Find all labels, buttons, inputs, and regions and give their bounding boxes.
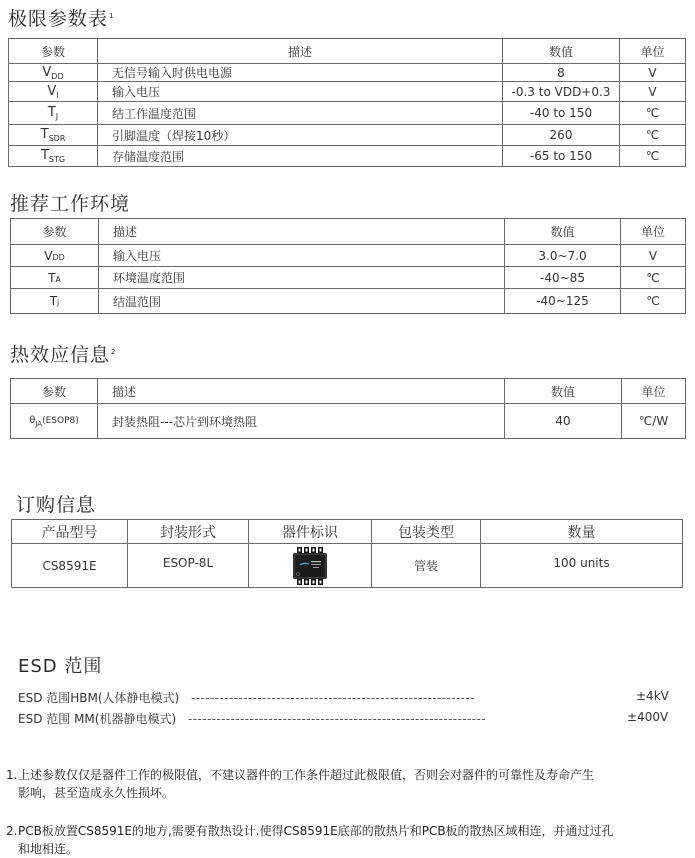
param-symbol: $T_{STG}$ [9,146,98,167]
param-value: 3.0~7.0 [505,245,621,267]
leader-dashes: --------------------------------------------------------------- [187,712,486,726]
param-unit: ℃ [621,289,686,314]
param-value: -65 to 150 [503,146,620,167]
table-row [9,82,686,102]
header-quantity: 数量 [481,520,683,544]
table-header-row [11,219,686,245]
param-value: 260 [503,125,620,146]
header-param: 参数 [11,379,98,404]
param-symbol: $T_J$ [9,102,98,125]
param-desc: 存储温度范围 [98,146,503,167]
package-type: ESOP-8L [128,544,249,588]
header-desc: 描述 [98,39,503,64]
param-desc: 引脚温度（焊接10秒） [98,125,503,146]
esd-hbm-line [18,689,475,706]
param-desc: 输入电压 [98,82,503,102]
param-value: -40~85 [505,267,621,289]
param-desc: 封装热阻---芯片到环境热阻 [98,404,505,439]
esd-mm-value: ±400V [627,710,669,724]
table-header-row [9,39,686,64]
esd-mm-line [18,710,486,727]
header-value: 数值 [505,379,622,404]
header-param: 参数 [9,39,98,64]
esd-mm-label: ESD 范围 MM(机器静电模式) [18,712,177,726]
param-desc: 结工作温度范围 [98,102,503,125]
part-number: CS8591E [12,544,128,588]
param-desc: 输入电压 [99,245,505,267]
footnote-mark: 2 [111,347,117,356]
abs-max-title-text: 极限参数表 [8,8,109,30]
param-unit: V [620,82,686,102]
header-param: 参数 [11,219,99,245]
param-value: -40 to 150 [503,102,620,125]
leader-dashes: ------------------------------------------------------------ [191,691,475,705]
footnote-2 [6,822,686,858]
param-unit: ℃ [620,102,686,125]
table-row [12,544,683,588]
param-symbol: VDD [11,245,99,267]
param-symbol: $T_{SDR}$ [9,125,98,146]
footnote-number: 2. [6,824,18,838]
chip-package-icon [253,546,367,586]
table-header-row [12,520,683,544]
quantity: 100 units [481,544,683,588]
param-symbol: $\theta_{JA}(ESOP8)$ [11,404,98,439]
recommended-title: 推荐工作环境 [10,193,131,215]
thermal-table [10,378,686,439]
thermal-title-text: 热效应信息 [10,344,111,366]
thermal-title [10,340,116,367]
ordering-table [11,519,683,588]
param-value: -0.3 to VDD+0.3 [503,82,620,102]
footnote-text: 上述参数仅仅是器件工作的极限值，不建议器件的工作条件超过此极限值，否则会对器件的可靠性及寿命产生 [18,768,595,782]
param-unit: ℃ [620,125,686,146]
param-desc: 无信号输入时供电电源 [98,64,503,82]
footnote-text: PCB板放置CS8591E的地方,需要有散热设计.使得CS8591E底部的散热片和PCB板的散热区域相连，并通过过孔 [18,824,614,838]
table-header-row [11,379,686,404]
param-value: 8 [503,64,620,82]
table-row [9,125,686,146]
header-value: 数值 [503,39,620,64]
header-package: 封装形式 [128,520,249,544]
param-unit: ℃/W [622,404,686,439]
header-marking: 器件标识 [249,520,372,544]
footnote-1 [6,766,686,802]
header-value: 数值 [505,219,621,245]
param-unit: ℃ [621,267,686,289]
table-row [9,146,686,167]
marking-cell [249,544,372,588]
param-unit: V [620,64,686,82]
param-value: 40 [505,404,622,439]
header-unit: 单位 [622,379,686,404]
recommended-table [10,218,686,314]
header-unit: 单位 [621,219,686,245]
header-desc: 描述 [98,379,505,404]
abs-max-title [8,4,114,31]
table-row [9,102,686,125]
param-desc: 环境温度范围 [99,267,505,289]
header-packing: 包装类型 [372,520,481,544]
table-row [11,267,686,289]
param-symbol: Tj [11,289,99,314]
param-unit: V [621,245,686,267]
param-value: -40~125 [505,289,621,314]
footnote-text-cont: 影响，甚至造成永久性损坏。 [18,786,175,800]
header-unit: 单位 [620,39,686,64]
abs-max-table [8,38,686,167]
param-symbol: $V_I$ [9,82,98,102]
param-desc: 结温范围 [99,289,505,314]
param-symbol: $V_{DD}$ [9,64,98,82]
footnote-text-cont: 和地相连。 [18,842,79,856]
ordering-title: 订购信息 [16,494,97,516]
header-desc: 描述 [99,219,505,245]
footnote-mark: 1 [109,11,115,20]
param-unit: ℃ [620,146,686,167]
table-row [9,64,686,82]
header-part-number: 产品型号 [12,520,128,544]
packing-type: 管装 [372,544,481,588]
esd-title: ESD 范围 [18,656,103,677]
table-row [11,289,686,314]
table-row [11,404,686,439]
table-row [11,245,686,267]
param-symbol: TA [11,267,99,289]
esd-hbm-label: ESD 范围HBM(人体静电模式) [18,691,180,705]
esd-hbm-value: ±4kV [636,689,669,703]
footnote-number: 1. [6,768,18,782]
